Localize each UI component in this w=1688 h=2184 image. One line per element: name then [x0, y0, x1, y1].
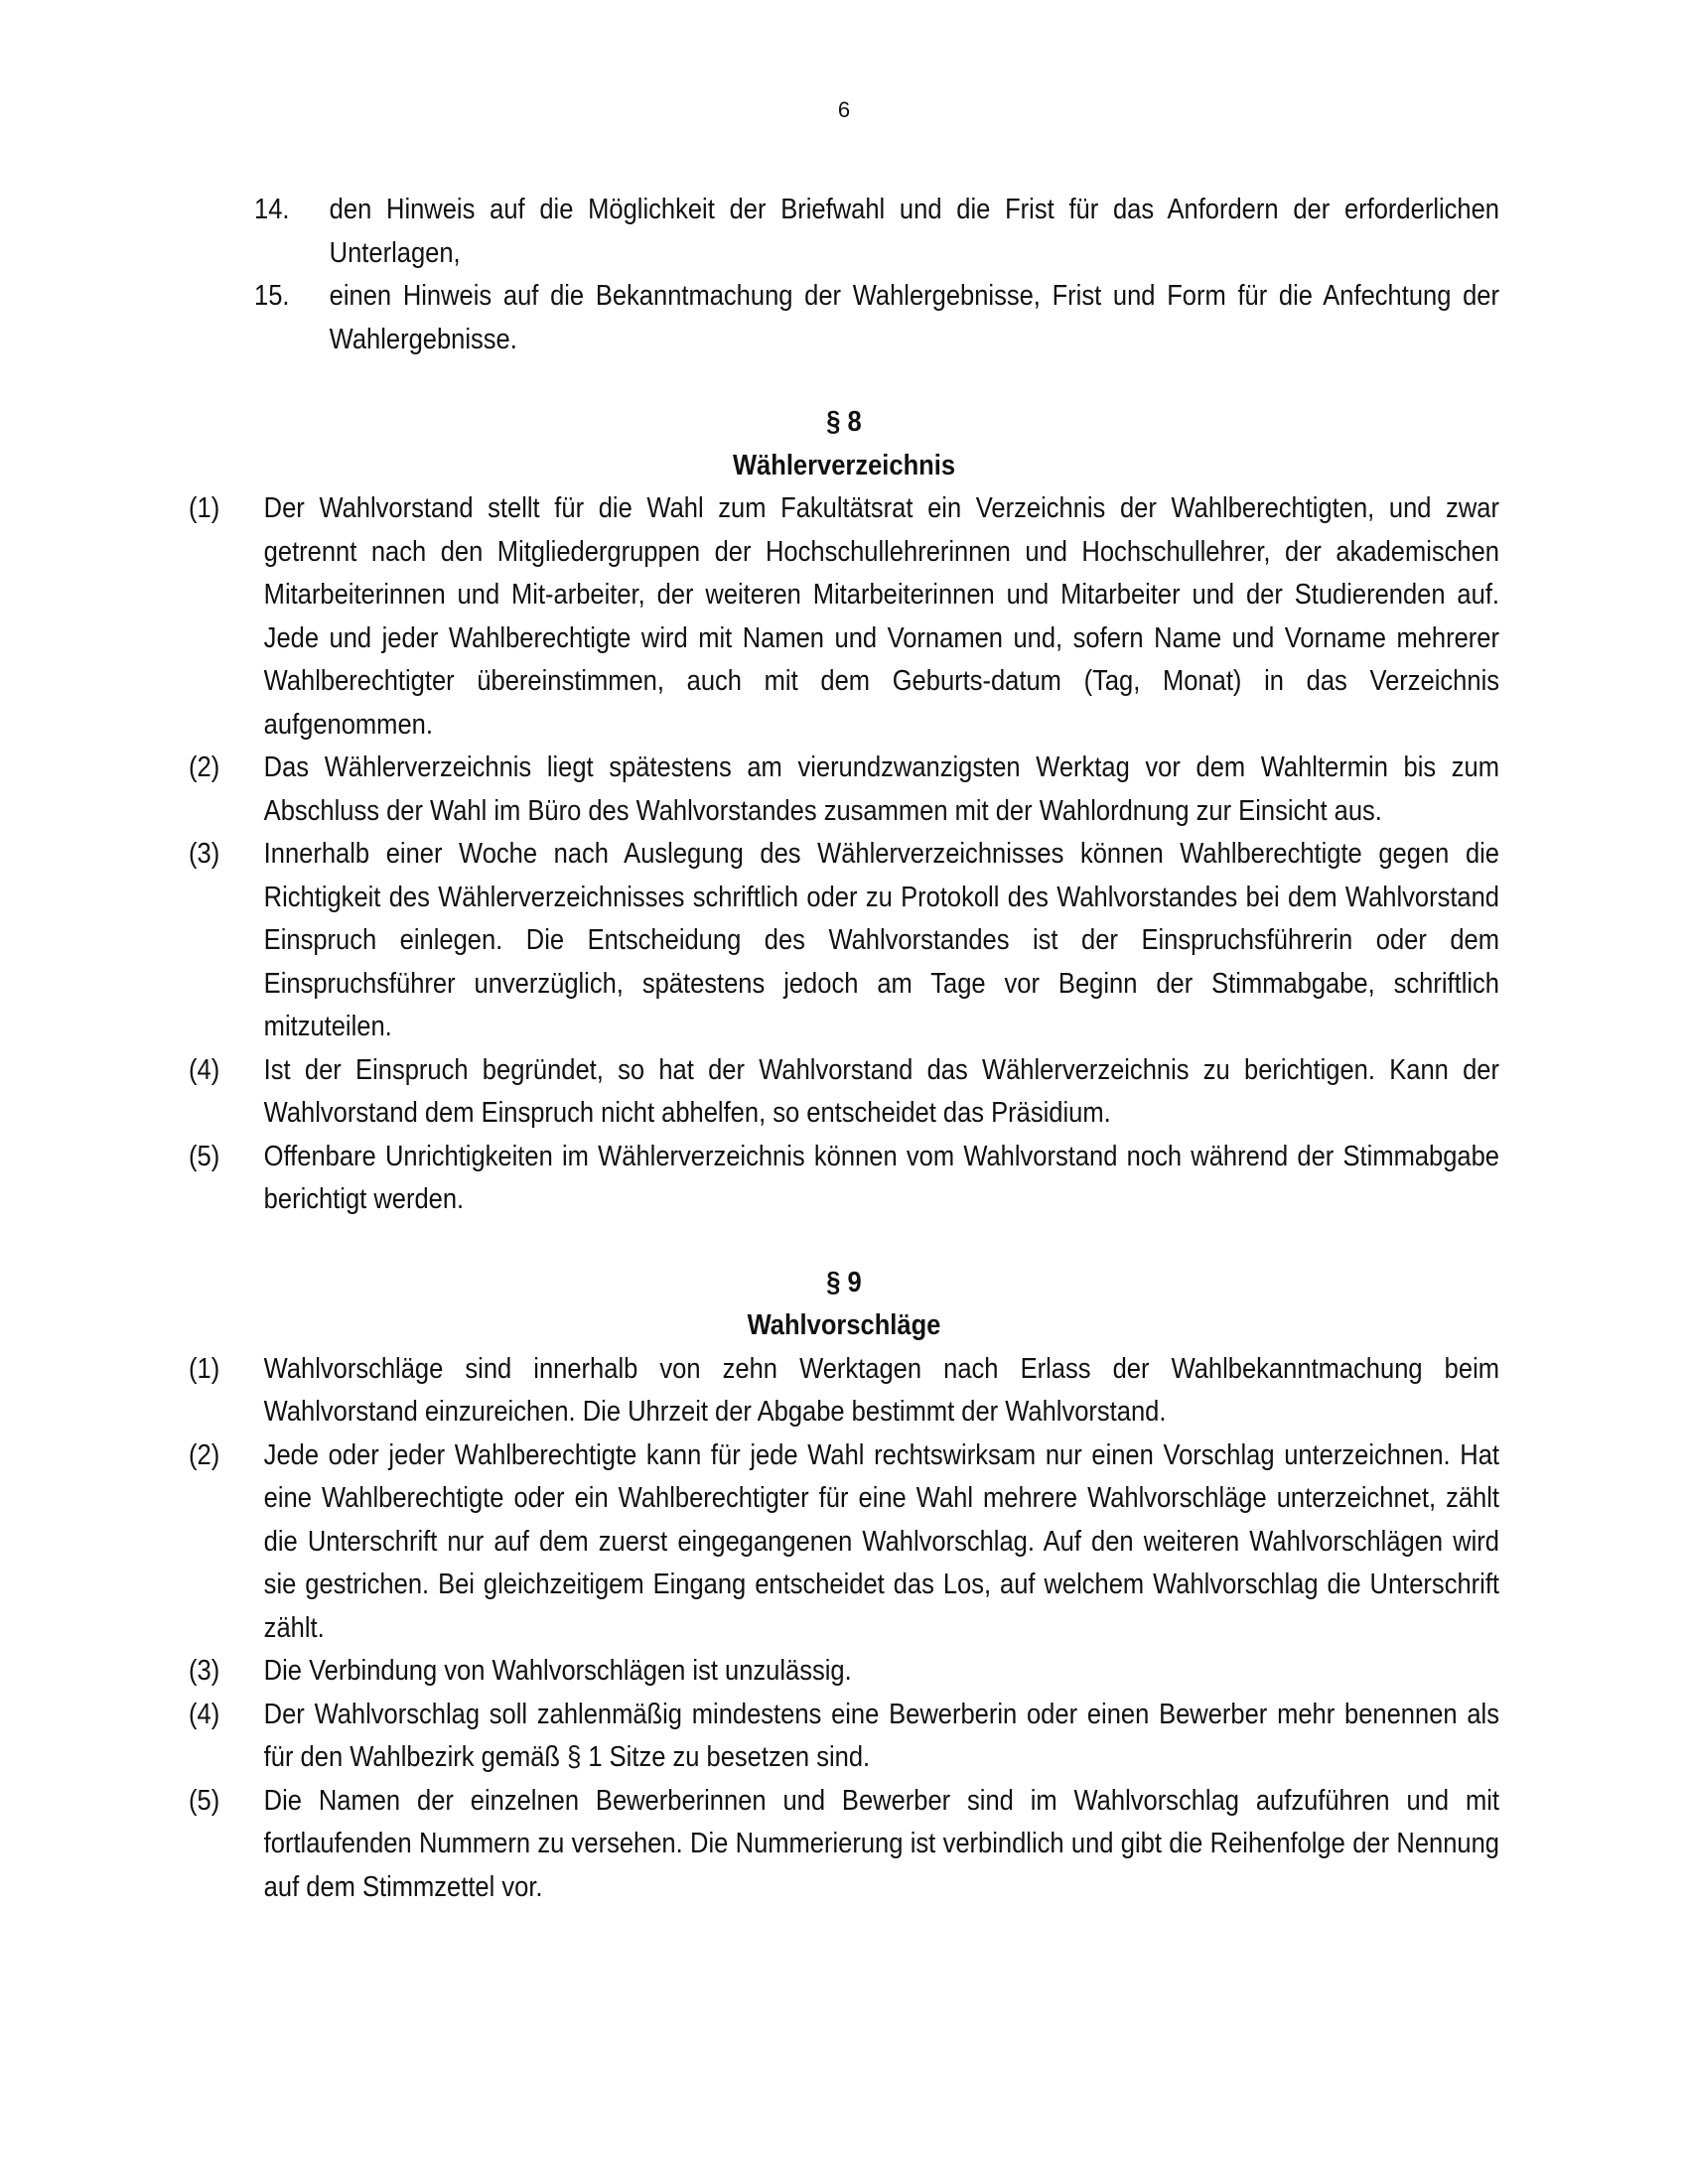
section-9-title: Wahlvorschläge: [747, 1309, 941, 1341]
paragraph: [189, 1650, 1499, 1694]
section-8-title: Wählerverzeichnis: [732, 449, 956, 481]
paragraph-text: Die Namen der einzelnen Bewerberinnen und Bewerber sind im Wahlvorschlag aufzuführen und mit fortlaufenden Nummern zu versehen. Die Nummerierung ist verbindlich und gibt die Reihenfolge der Nennung auf dem Stimmzettel vor.: [263, 1784, 1500, 1903]
paragraph: [189, 487, 1499, 747]
paragraph-text: Ist der Einspruch begründet, so hat der Wahlvorstand das Wählerverzeichnis zu berichtigen. Kann der Wahlvorstand dem Einspruch nicht abhelfen, so entscheidet das Präsidium.: [263, 1053, 1500, 1129]
list-item-text: einen Hinweis auf die Bekanntmachung der Wahlergebnisse, Frist und Form für die Anfechtung der Wahlergebnisse.: [329, 280, 1500, 355]
paragraph-text: Offenbare Unrichtigkeiten im Wählerverzeichnis können vom Wahlvorstand noch während der Stimmabgabe berichtigt werden.: [263, 1140, 1500, 1215]
list-item-number: 14.: [254, 194, 290, 225]
list-item-15: [189, 275, 1499, 361]
document-body: [189, 189, 1500, 1909]
paragraph-number: (1): [189, 1352, 220, 1385]
paragraph: [189, 1434, 1499, 1651]
paragraph-number: (4): [189, 1053, 220, 1086]
paragraph: [189, 747, 1499, 833]
paragraph-number: (1): [189, 492, 220, 524]
paragraph: [189, 1049, 1499, 1136]
paragraph: [189, 1780, 1499, 1910]
list-item-text: den Hinweis auf die Möglichkeit der Briefwahl und die Frist für das Anfordern der erforderlichen Unterlagen,: [329, 194, 1500, 269]
paragraph-text: Wahlvorschläge sind innerhalb von zehn Werktagen nach Erlass der Wahlbekanntmachung beim Wahlvorstand einzureichen. Die Uhrzeit der Abgabe bestimmt der Wahlvorstand.: [263, 1352, 1500, 1428]
paragraph: [189, 1136, 1499, 1222]
paragraph: [189, 833, 1499, 1049]
paragraph-text: Das Wählerverzeichnis liegt spätestens am vierundzwanzigsten Werktag vor dem Wahltermin bis zum Abschluss der Wahl im Büro des Wahlvorstandes zusammen mit der Wahlordnung zur Einsicht aus.: [263, 751, 1500, 827]
paragraph-text: Innerhalb einer Woche nach Auslegung des Wählerverzeichnisses können Wahlberechtigte gegen die Richtigkeit des Wählerverzeichnisses schriftlich oder zu Protokoll des Wahlvorstandes bei dem Wahlvorstand Einspruch einlegen. Die Entscheidung des Wahlvorstandes ist der Einspruchsführerin oder dem Einspruchsführer unverzüglich, spätestens jedoch am Tage vor Beginn der Stimmabgabe, schriftlich mitzuteilen.: [263, 838, 1500, 1042]
paragraph-number: (2): [189, 751, 220, 783]
paragraph-number: (3): [189, 838, 220, 870]
list-item-number: 15.: [254, 280, 290, 312]
paragraph-number: (5): [189, 1784, 220, 1817]
paragraph-number: (2): [189, 1438, 220, 1471]
paragraph: [189, 1694, 1499, 1780]
section-8-number: § 8: [826, 406, 862, 438]
paragraph-text: Der Wahlvorschlag soll zahlenmäßig mindestens eine Bewerberin oder einen Bewerber mehr benennen als für den Wahlbezirk gemäß § 1 Sitze zu besetzen sind.: [263, 1698, 1500, 1773]
paragraph-number: (5): [189, 1140, 220, 1172]
paragraph-text: Jede oder jeder Wahlberechtigte kann für jede Wahl rechtswirksam nur einen Vorschlag unterzeichnen. Hat eine Wahlberechtigte oder ein Wahlberechtigter für eine Wahl mehrere Wahlvorschläge unterzeichnet, zählt die Unterschrift nur auf dem zuerst eingegangenen Wahlvorschlag. Auf den weiteren Wahlvorschlägen wird sie gestrichen. Bei gleichzeitigem Eingang entscheidet das Los, auf welchem Wahlvorschlag die Unterschrift zählt.: [263, 1438, 1500, 1644]
list-item-14: [189, 189, 1499, 275]
page-number: 6: [837, 97, 851, 122]
paragraph-text: Der Wahlvorstand stellt für die Wahl zum Fakultätsrat ein Verzeichnis der Wahlberechtigten, und zwar getrennt nach den Mitgliedergruppen der Hochschullehrerinnen und Hochschullehrer, der akademischen Mitarbeiterinnen und Mit-arbeiter, der weiteren Mitarbeiterinnen und Mitarbeiter und der Studierenden auf. Jede und jeder Wahlberechtigte wird mit Namen und Vornamen und, sofern Name und Vorname mehrerer Wahlberechtigter übereinstimmen, auch mit dem Geburts-datum (Tag, Monat) in das Verzeichnis aufgenommen.: [263, 492, 1500, 741]
paragraph-number: (3): [189, 1655, 220, 1687]
paragraph-number: (4): [189, 1698, 220, 1730]
paragraph-text: Die Verbindung von Wahlvorschlägen ist unzulässig.: [263, 1655, 852, 1687]
section-9-number: § 9: [826, 1266, 862, 1298]
paragraph: [189, 1348, 1499, 1434]
